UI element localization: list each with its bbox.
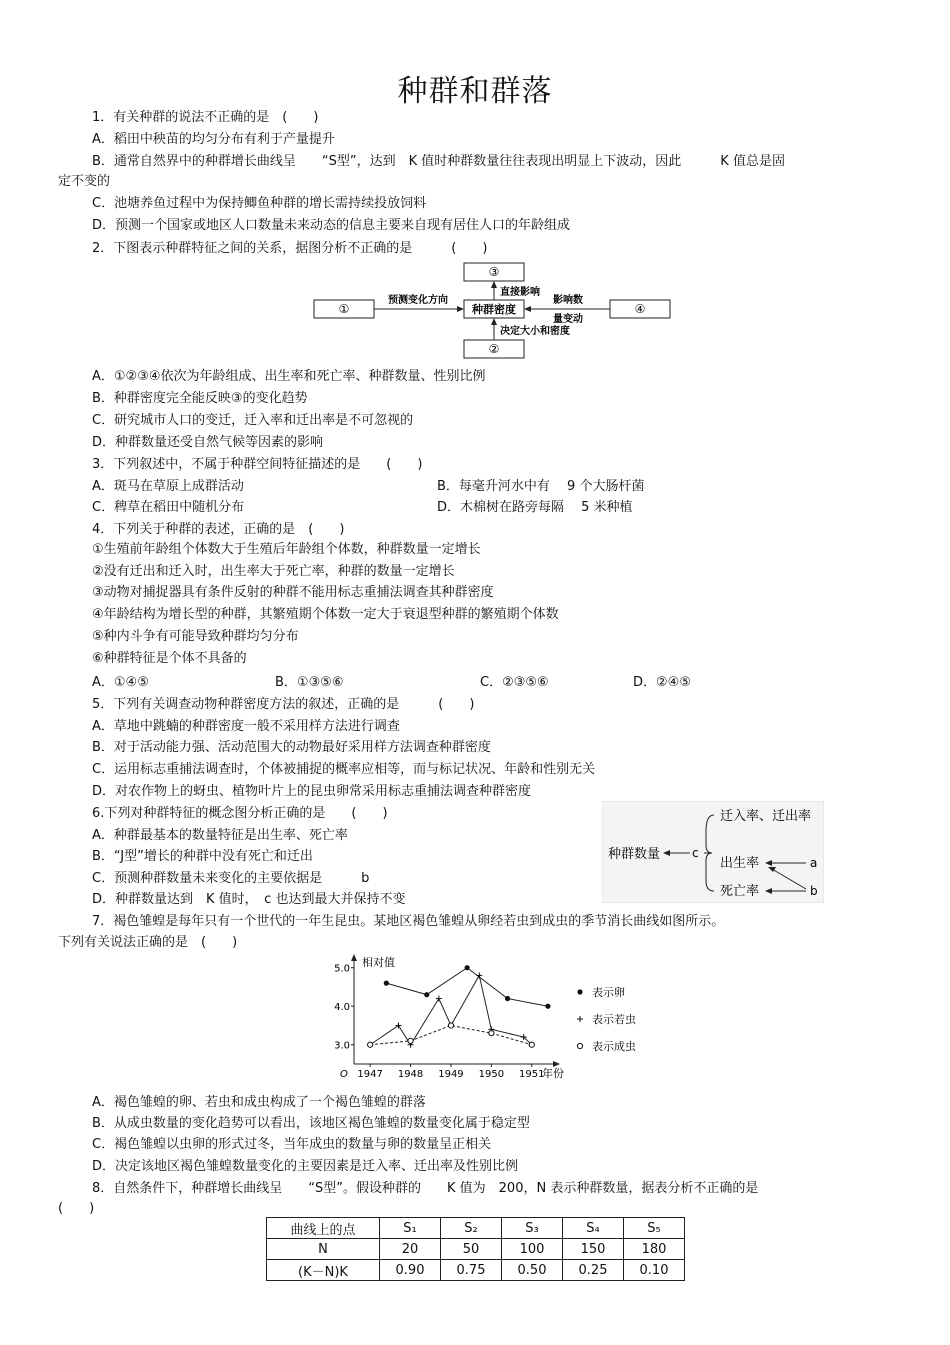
chart-series [367, 965, 550, 1048]
q6-option-d: D．种群数量达到 K 值时， c 也达到最大并保持不变 [92, 892, 406, 907]
adult-point [368, 1042, 373, 1047]
concept-a: a [810, 856, 818, 870]
egg-point [424, 992, 429, 997]
page-title: 种群和群落 [397, 74, 553, 109]
table-cell: (K－N)K [267, 1260, 380, 1281]
population-table [266, 1217, 685, 1281]
q3-option-c: C．稗草在稻田中随机分布 [92, 500, 245, 515]
q4-option-a: A．①④⑤ [92, 675, 149, 690]
legend-adult-marker [577, 1043, 582, 1048]
question-3: 3．下列叙述中，不属于种群空间特征描述的是 ( ) [92, 457, 423, 472]
table-cell: 180 [624, 1239, 685, 1260]
q7-option-b: B．从成虫数量的变化趋势可以看出，该地区褐色雏蝗的数量变化属于稳定型 [92, 1116, 530, 1131]
concept-migration: 迁入率、迁出率 [720, 809, 812, 824]
table-header-row [267, 1218, 685, 1239]
q3-option-d: D．木棉树在路旁每隔 5 米种植 [437, 500, 633, 515]
concept-map-diagram [602, 801, 824, 903]
legend-egg-marker [577, 989, 582, 994]
concept-b: b [810, 884, 818, 898]
adult-point [448, 1023, 453, 1028]
q3-option-a: A．斑马在草原上成群活动 [92, 479, 244, 494]
q5-option-c: C．运用标志重捕法调查时，个体被捕捉的概率应相等，而与标记状况、年龄和性别无关 [92, 762, 596, 777]
y-tick-label: 4.0 [334, 1002, 350, 1014]
q1-option-d: D．预测一个国家或地区人口数量未来动态的信息主要来自现有居住人口的年龄组成 [92, 218, 571, 233]
adult-point [529, 1042, 534, 1047]
q5-option-b: B．对于活动能力强、活动范围大的动物最好采用样方法调查种群密度 [92, 740, 491, 755]
q6-option-b: B．“J型”增长的种群中没有死亡和迁出 [92, 849, 313, 864]
x-tick-label: 1950 [478, 1069, 505, 1080]
q4-option-b: B．①③⑤⑥ [275, 675, 344, 690]
q4-statement-3: ③动物对捕捉器具有条件反射的种群不能用标志重捕法调查其种群密度 [92, 585, 494, 600]
table-row [267, 1260, 685, 1281]
legend-label: 表示成虫 [592, 1040, 636, 1053]
x-tick-label: 1949 [438, 1069, 464, 1080]
table-header-cell: S₁ [380, 1218, 441, 1239]
label-top: 直接影响 [500, 287, 540, 298]
table-cell: 0.50 [502, 1260, 563, 1281]
q4-statement-1: ①生殖前年龄组个体数大于生殖后年龄组个体数，种群数量一定增长 [92, 542, 481, 557]
question-6: 6.下列对种群特征的概念图分析正确的是 ( ) [92, 806, 388, 821]
chart-axes [334, 954, 564, 1080]
label-left: 预测变化方向 [388, 295, 448, 306]
q1-option-b: B．通常自然界中的种群增长曲线呈 “S型”，达到 K 值时种群数量往往表现出明显上下波动，因此 K 值总是固 [92, 154, 785, 169]
question-7: 7．褐色雏蝗是每年只有一个世代的一年生昆虫。某地区褐色雏蝗从卵经若虫到成虫的季节消长曲线如图所示。 [92, 914, 725, 929]
q2-option-b: B．种群密度完全能反映③的变化趋势 [92, 391, 308, 406]
q1-option-a: A．稻田中秧苗的均匀分布有利于产量提升 [92, 132, 335, 147]
table-row [267, 1239, 685, 1260]
table-header-cell: S₂ [441, 1218, 502, 1239]
box-1-label: ① [338, 302, 350, 316]
q7-option-c: C．褐色雏蝗以虫卵的形式过冬，当年成虫的数量与卵的数量呈正相关 [92, 1137, 492, 1152]
x-tick-label: 1951 [519, 1069, 545, 1080]
table-header-cell: S₅ [624, 1218, 685, 1239]
q3-option-b: B．每毫升河水中有 9 个大肠杆菌 [437, 479, 645, 494]
adult-point [408, 1038, 413, 1043]
adult-point [489, 1031, 494, 1036]
q5-option-a: A．草地中跳蝻的种群密度一般不采用样方法进行调查 [92, 719, 400, 734]
q2-option-a: A．①②③④依次为年龄组成、出生率和死亡率、种群数量、性别比例 [92, 369, 486, 384]
q4-statement-5: ⑤种内斗争有可能导致种群均匀分布 [92, 629, 299, 644]
question-8-cont: ( ) [58, 1201, 95, 1216]
concept-main: 种群数量 [608, 847, 661, 862]
q4-option-d: D．②④⑤ [633, 675, 691, 690]
q4-option-c: C．②③⑤⑥ [480, 675, 549, 690]
concept-birth-rate: 出生率 [720, 856, 760, 871]
q7-option-d: D．决定该地区褐色雏蝗数量变化的主要因素是迁入率、迁出率及性别比例 [92, 1159, 519, 1174]
table-cell: 50 [441, 1239, 502, 1260]
concept-death-rate: 死亡率 [720, 884, 760, 899]
question-7-cont: 下列有关说法正确的是 ( ) [58, 935, 238, 950]
q6-option-c: C．预测种群数量未来变化的主要依据是 b [92, 871, 370, 886]
q4-statement-6: ⑥种群特征是个体不具备的 [92, 651, 247, 666]
q5-option-d: D．对农作物上的蚜虫、植物叶片上的昆虫卵常采用标志重捕法调查种群密度 [92, 784, 532, 799]
egg-point [384, 981, 389, 986]
legend-label: 表示若虫 [592, 1013, 636, 1026]
concept-c: c [692, 846, 699, 860]
table-cell: 0.25 [563, 1260, 624, 1281]
q4-statement-4: ④年龄结构为增长型的种群，其繁殖期个体数一定大于衰退型种群的繁殖期个体数 [92, 607, 559, 622]
q7-option-a: A．褐色雏蝗的卵、若虫和成虫构成了一个褐色雏蝗的群落 [92, 1095, 426, 1110]
question-8: 8．自然条件下，种群增长曲线呈 “S型”。假设种群的 K 值为 200，N 表示种群数量，据表分析不正确的是 [92, 1181, 759, 1196]
label-right-2: 量变动 [553, 314, 583, 325]
locust-population-chart [330, 952, 650, 1084]
box-3-label: ③ [488, 265, 500, 279]
table-cell: 150 [563, 1239, 624, 1260]
table-cell: 100 [502, 1239, 563, 1260]
legend-label: 表示卵 [592, 986, 625, 999]
y-tick-label: 3.0 [334, 1040, 350, 1052]
nymph-point [476, 972, 482, 978]
table-cell: 0.75 [441, 1260, 502, 1281]
table-cell: N [267, 1239, 380, 1260]
q1-option-c: C．池塘养鱼过程中为保持鲫鱼种群的增长需持续投放饲料 [92, 196, 427, 211]
y-axis-label: 相对值 [362, 956, 395, 969]
nymph-point [436, 996, 442, 1002]
q2-option-c: C．研究城市人口的变迁，迁入率和迁出率是不可忽视的 [92, 413, 414, 428]
box-2-label: ② [488, 342, 500, 356]
label-bottom: 决定大小和密度 [500, 326, 570, 337]
population-features-diagram [310, 258, 674, 366]
label-right-1: 影响数 [553, 295, 583, 306]
egg-point [465, 965, 470, 970]
egg-point [505, 996, 510, 1001]
question-1: 1．有关种群的说法不正确的是 ( ) [92, 110, 319, 125]
table-cell: 0.10 [624, 1260, 685, 1281]
egg-point [545, 1004, 550, 1009]
q6-option-a: A．种群最基本的数量特征是出生率、死亡率 [92, 828, 348, 843]
table-cell: 0.90 [380, 1260, 441, 1281]
table-header-cell: S₄ [563, 1218, 624, 1239]
nymph-point [395, 1022, 401, 1028]
y-tick-label: 5.0 [334, 963, 350, 975]
x-tick-label: 1947 [357, 1069, 383, 1080]
question-4: 4．下列关于种群的表述，正确的是 ( ) [92, 522, 345, 537]
q1-option-b-cont: 定不变的 [58, 174, 111, 189]
x-axis-label: 年份 [542, 1067, 564, 1080]
question-5: 5．下列有关调查动物种群密度方法的叙述，正确的是 ( ) [92, 697, 475, 712]
q2-option-d: D．种群数量还受自然气候等因素的影响 [92, 435, 324, 450]
origin-label: O [340, 1069, 348, 1080]
table-cell: 20 [380, 1239, 441, 1260]
series-line [386, 968, 548, 1007]
chart-legend [577, 985, 636, 1053]
y-axis-arrow [351, 954, 357, 961]
question-2: 2．下图表示种群特征之间的关系，据图分析不正确的是 ( ) [92, 241, 488, 256]
box-4-label: ④ [634, 302, 646, 316]
x-tick-label: 1948 [397, 1069, 424, 1080]
center-label: 种群密度 [472, 303, 516, 316]
q4-statement-2: ②没有迁出和迁入时，出生率大于死亡率，种群的数量一定增长 [92, 564, 455, 579]
table-header-cell: S₃ [502, 1218, 563, 1239]
table-header-cell: 曲线上的点 [267, 1218, 380, 1239]
